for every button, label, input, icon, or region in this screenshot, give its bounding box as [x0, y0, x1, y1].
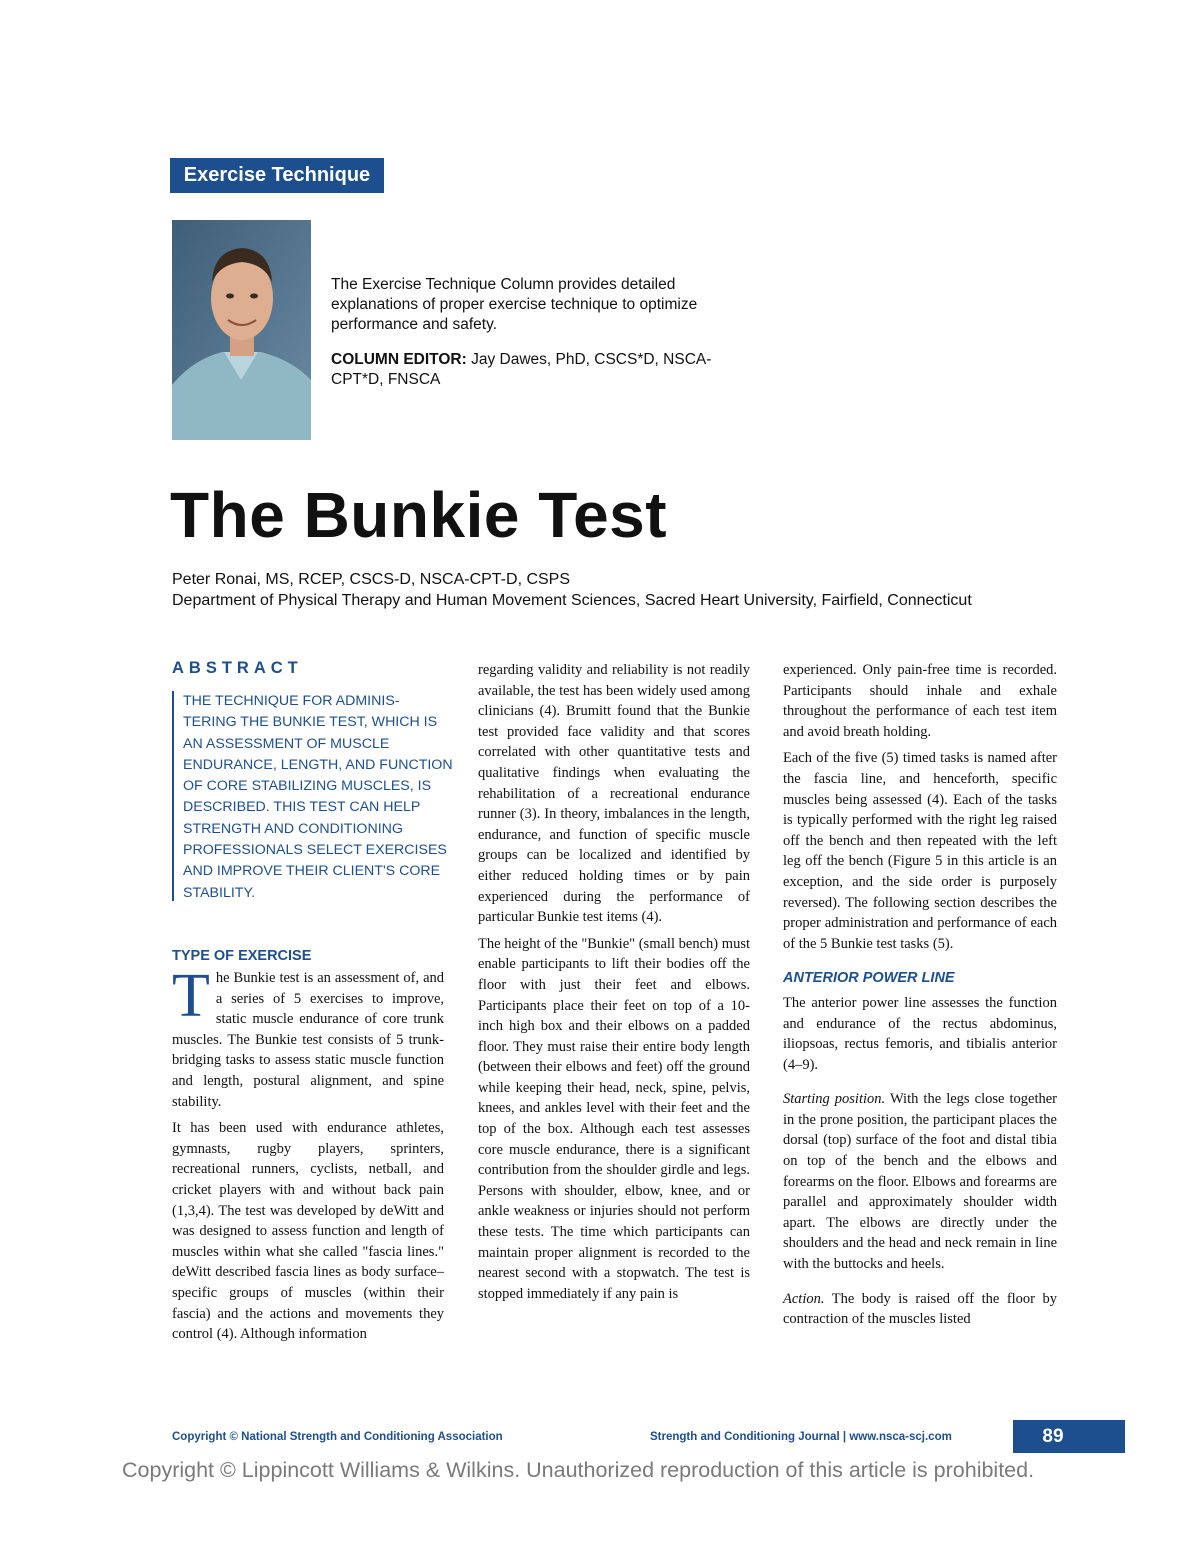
column-editor-label: COLUMN EDITOR:	[331, 351, 467, 368]
affiliation-line: Department of Physical Therapy and Human Movement Sciences, Sacred Heart University, Fairfield, Connecticut	[172, 592, 972, 609]
action-para	[783, 1289, 1057, 1330]
col3-para1: experienced. Only pain-free time is recorded. Participants should inhale and exhale throughout the performance of each test item and avoid breath holding.	[783, 662, 1057, 740]
col3-para2: Each of the five (5) timed tasks is named after the fascia line, and henceforth, specific muscles being assessed (4). Each of the tasks is typically performed with the right leg raised off the bench and then repeated with the left leg off the bench (Figure 5 in this article is an exception, and the side order is purposely reversed). The following section describes the proper administration and performance of each of the 5 Bunkie test tasks (5).	[783, 750, 1057, 952]
col1-para1-text: he Bunkie test is an assessment of, and a series of 5 exercises to improve, static muscle endurance of core trunk muscles. The Bunkie test consists of 5 trunk-bridging tasks to assess static muscle function and length, postural alignment, and spine stability.	[172, 970, 444, 1110]
starting-position-para	[783, 1089, 1057, 1274]
body-column-3	[783, 660, 1057, 1336]
article-title: The Bunkie Test	[170, 479, 668, 551]
footer-journal-link[interactable]: Strength and Conditioning Journal | www.nsca-scj.com	[650, 1431, 952, 1443]
column-editor-text: Jay Dawes, PhD, CSCS*D, NSCA-CPT*D, FNSCA	[331, 351, 712, 388]
drop-cap: T	[172, 962, 210, 1030]
starting-position-label: Starting position.	[783, 1091, 886, 1108]
col1-para1	[172, 962, 444, 1112]
action-text: The body is raised off the floor by contraction of the muscles listed	[783, 1290, 1057, 1328]
col3-para3: The anterior power line assesses the function and endurance of the rectus abdominus, iliopsoas, rectus femoris, and tibialis anterior (4–9).	[783, 994, 1057, 1073]
column-editor	[331, 350, 751, 390]
starting-position-text: With the legs close together in the prone position, the participant places the dorsal (top) surface of the foot and distal tibia on top of the bench and the elbows and forearms on the floor. Elbows and forearms are parallel and approximately shoulder width apart. The elbows are directly under the shoulders and the head and neck remain in line with the buttocks and heels.	[783, 1091, 1057, 1273]
body-column-2	[478, 660, 750, 1310]
author-photo	[172, 220, 311, 440]
abstract-heading: ABSTRACT	[172, 659, 303, 677]
author-line: Peter Ronai, MS, RCEP, CSCS-D, NSCA-CPT-D, CSPS	[172, 571, 571, 588]
column-description: The Exercise Technique Column provides detailed explanations of proper exercise technique to optimize performance and safety.	[331, 276, 698, 333]
col2-para1: regarding validity and reliability is not readily available, the test has been widely used among clinicians (4). Brumitt found that the Bunkie test provided face validity and that scores correlated with other quantitative tests and qualitative findings when evaluating the rehabilitation of a recreational endurance runner (3). In theory, imbalances in the length, endurance, and function of specific muscle groups can be localized and identified by either reduced holding times or by pain experienced during the performance of particular Bunkie test items (4).	[478, 662, 750, 926]
portrait-image	[172, 220, 311, 440]
copyright-notice: Copyright © Lippincott Williams & Wilkins. Unauthorized reproduction of this article is prohibited.	[122, 1458, 1035, 1482]
type-of-exercise-heading: TYPE OF EXERCISE	[172, 948, 312, 964]
body-column-1	[172, 962, 444, 1351]
footer-copyright: Copyright © National Strength and Conditioning Association	[172, 1431, 503, 1443]
column-intro	[331, 275, 751, 405]
action-label: Action.	[783, 1290, 825, 1307]
col2-para2: The height of the "Bunkie" (small bench) must enable participants to lift their bodies off the floor with just their feet and elbows. Participants place their feet on top of a 10-inch high box and their elbows on a padded floor. They must raise their entire body length (between their elbows and feet) off the ground while keeping their head, neck, spine, pelvis, knees, and ankles level with their feet and the top of the box. Although each test assesses core muscle endurance, there is a significant contribution from the shoulder girdle and legs. Persons with shoulder, elbow, knee, and or ankle weakness or injuries should not perform these tests. The time which participants can maintain proper alignment is recorded to the nearest second with a stopwatch. The test is stopped immediately if any pain is	[478, 935, 750, 1302]
col1-para2: It has been used with endurance athletes, gymnasts, rugby players, sprinters, recreational runners, cyclists, netball, and cricket players with and without back pain (1,3,4). The test was developed by deWitt and was designed to assess function and length of muscles within what she called "fascia lines." deWitt described fascia lines as body surface–specific groups of muscles (within their fascia) and the actions and movements they control (4). Although information	[172, 1120, 444, 1343]
abstract-body: THE TECHNIQUE FOR ADMINIS-TERING THE BUNKIE TEST, WHICH IS AN ASSESSMENT OF MUSCLE ENDURANCE, LENGTH, AND FUNCTION OF CORE STABILIZING MUSCLES, IS DESCRIBED. THIS TEST CAN HELP STRENGTH AND CONDITIONING PROFESSIONALS SELECT EXERCISES AND IMPROVE THEIR CLIENT'S CORE STABILITY.	[183, 693, 453, 901]
page-number-box	[1013, 1420, 1125, 1453]
page-number: 89	[1042, 1426, 1064, 1447]
section-badge: Exercise Technique	[170, 158, 384, 193]
anterior-power-line-heading: ANTERIOR POWER LINE	[783, 970, 955, 987]
abstract-rule	[172, 691, 174, 901]
